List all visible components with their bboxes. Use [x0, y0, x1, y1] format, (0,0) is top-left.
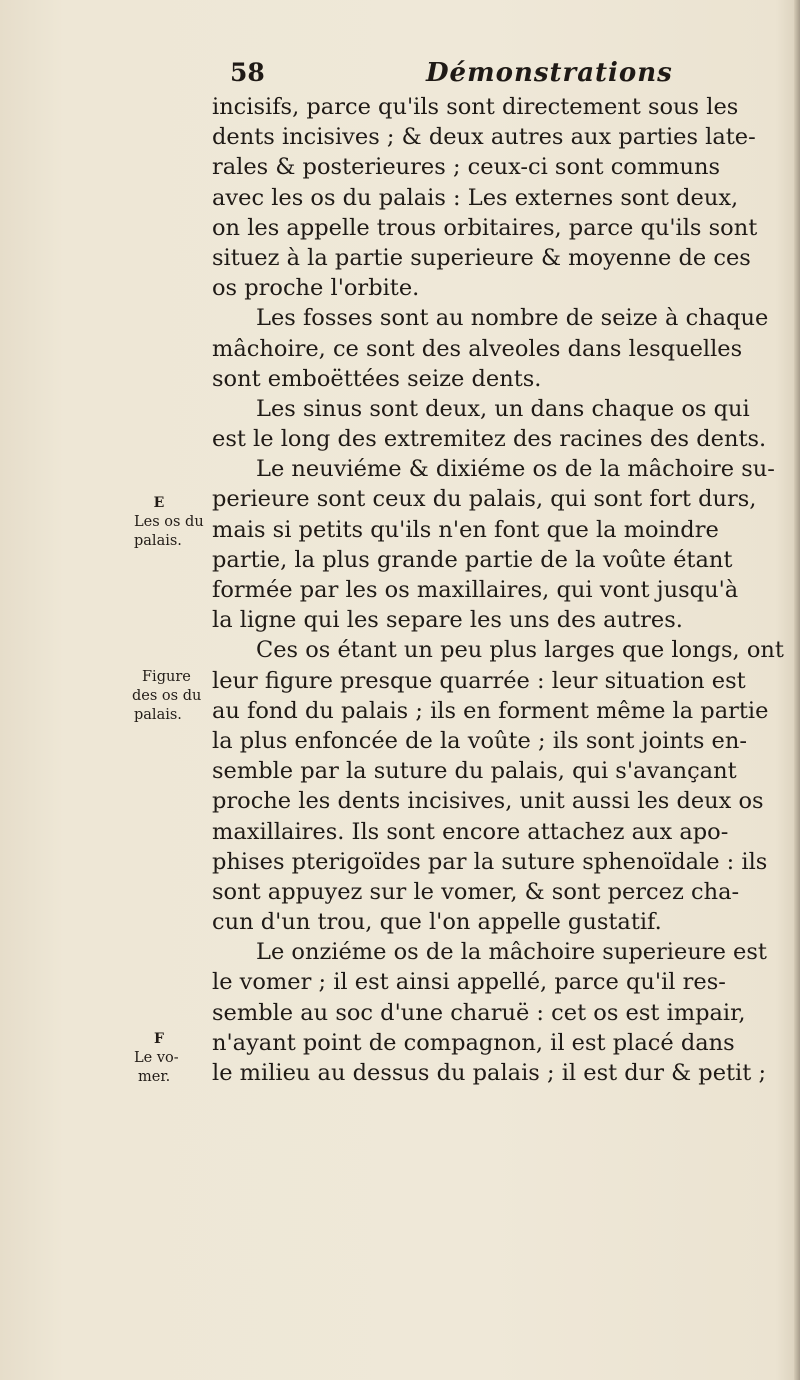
margin-note-os-du-palais — [124, 494, 224, 551]
text-line: Ces os étant un peu plus larges que longs, ont — [256, 637, 784, 664]
margin-note-line: palais. — [134, 533, 182, 549]
text-line: leur figure presque quarrée : leur situation est — [212, 667, 746, 694]
text-line: rales & posterieures ; ceux-ci sont communs — [212, 154, 721, 181]
text-line: perieure sont ceux du palais, qui sont fort durs, — [212, 486, 757, 513]
margin-note-line: mer. — [138, 1069, 171, 1085]
margin-note-line: Le vo- — [134, 1050, 179, 1066]
text-line: la plus enfoncée de la voûte ; ils sont joints en- — [212, 727, 747, 754]
text-line: formée par les os maxillaires, qui vont jusqu'à — [212, 577, 739, 603]
text-line: semble au soc d'une charuë : cet os est impair, — [212, 999, 746, 1026]
text-line: incisifs, parce qu'ils sont directement sous les — [212, 94, 739, 120]
margin-note-vomer — [124, 1030, 224, 1087]
text-line: sont emboëttées seize dents. — [212, 365, 542, 392]
text-line: mais si petits qu'ils n'en font que la moindre — [212, 516, 719, 543]
running-title: Démonstrations — [426, 58, 673, 88]
text-line: os proche l'orbite. — [212, 275, 420, 302]
text-line: Les fosses sont au nombre de seize à chaque — [256, 305, 769, 332]
text-line: le vomer ; il est ainsi appellé, parce qu'il res- — [212, 969, 726, 996]
margin-note-figure — [124, 668, 224, 725]
text-line: on les appelle trous orbitaires, parce qu'ils sont — [212, 214, 758, 241]
margin-note-line: palais. — [134, 707, 182, 723]
text-line: Le neuviéme & dixiéme os de la mâchoire su- — [256, 456, 775, 483]
text-line: phises pterigoïdes par la suture sphenoïdale : ils — [212, 848, 768, 875]
text-line: situez à la partie superieure & moyenne de ces — [212, 244, 751, 271]
text-line: Les sinus sont deux, un dans chaque os qui — [256, 395, 750, 422]
margin-note-line: des os du — [132, 688, 202, 704]
text-line: la ligne qui les separe les uns des autres. — [212, 607, 683, 634]
page-header — [230, 58, 673, 94]
margin-note-line: Figure — [142, 669, 191, 685]
text-line: au fond du palais ; ils en forment même la partie — [212, 697, 769, 724]
margin-note-line: Les os du — [134, 514, 204, 530]
text-line: proche les dents incisives, unit aussi les deux os — [212, 788, 764, 815]
text-line: mâchoire, ce sont des alveoles dans lesquelles — [212, 335, 743, 362]
text-line: Le onziéme os de la mâchoire superieure est — [256, 939, 767, 966]
text-line: maxillaires. Ils sont encore attachez aux apo- — [212, 818, 729, 845]
text-line: partie, la plus grande partie de la voûte étant — [212, 546, 733, 573]
text-line: sont appuyez sur le vomer, & sont percez cha- — [212, 878, 740, 905]
text-line: cun d'un trou, que l'on appelle gustatif. — [212, 909, 662, 936]
text-line: le milieu au dessus du palais ; il est dur & petit ; — [212, 1060, 767, 1086]
text-line: avec les os du palais : Les externes sont deux, — [212, 184, 739, 211]
body-text — [212, 92, 792, 1088]
text-line: semble par la suture du palais, qui s'avançant — [212, 758, 737, 785]
page-edge — [794, 0, 800, 1380]
margin-letter: E — [153, 495, 165, 511]
page-number: 58 — [230, 58, 265, 87]
margin-letter: F — [154, 1031, 164, 1047]
text-line: dents incisives ; & deux autres aux parties late- — [212, 124, 756, 151]
text-line: n'ayant point de compagnon, il est placé dans — [212, 1029, 735, 1056]
text-line: est le long des extremitez des racines des dents. — [212, 426, 767, 453]
